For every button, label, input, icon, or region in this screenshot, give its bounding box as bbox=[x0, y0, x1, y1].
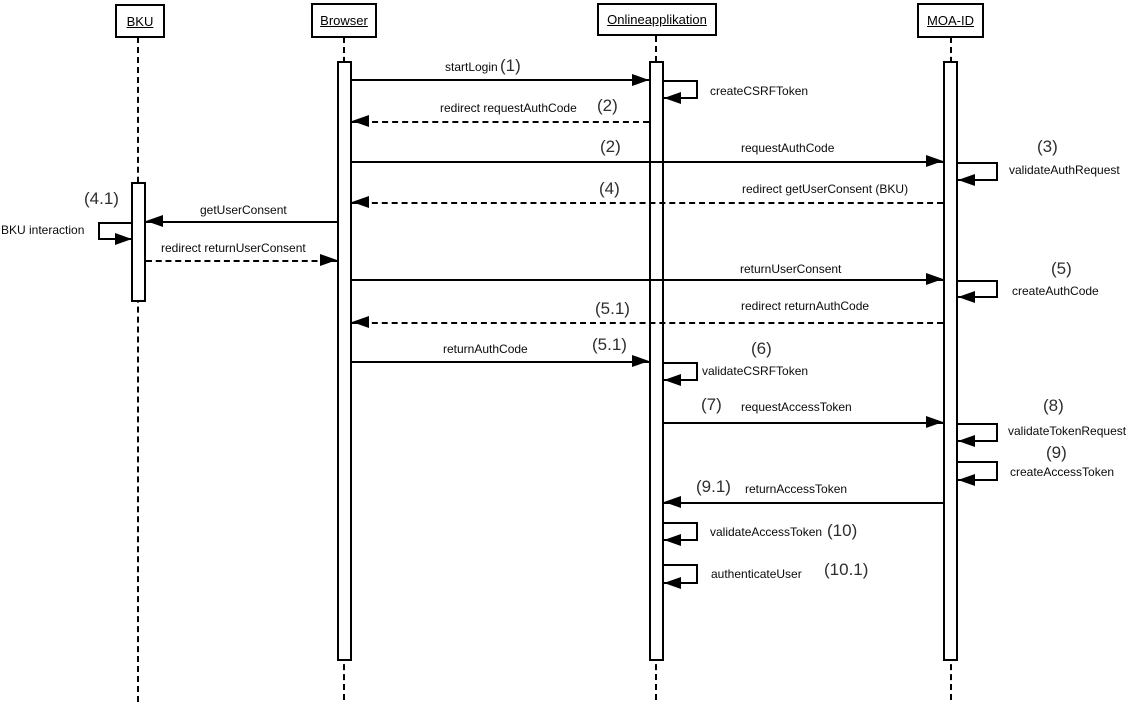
message-label-createauthcode: createAuthCode bbox=[1012, 284, 1099, 298]
arrowhead-returnuserconsent bbox=[926, 273, 943, 285]
step-number-bku-interaction: (4.1) bbox=[84, 189, 119, 208]
lifeline-bku bbox=[137, 37, 139, 702]
message-label-startlogin: startLogin bbox=[445, 60, 498, 74]
message-label-redirect-returnuserconsent: redirect returnUserConsent bbox=[161, 241, 306, 255]
activation-browser bbox=[337, 61, 352, 661]
message-line-requestauthcode bbox=[352, 161, 943, 163]
step-number-validatetokenrequest: (8) bbox=[1043, 396, 1064, 415]
actor-label-moa-id: MOA-ID bbox=[927, 13, 974, 28]
step-number-validateauthrequest: (3) bbox=[1037, 137, 1058, 156]
step-number-validateaccesstoken: (10) bbox=[827, 521, 858, 540]
activation-bku bbox=[131, 182, 146, 302]
arrowhead-startlogin bbox=[632, 74, 649, 86]
message-label-returnuserconsent: returnUserConsent bbox=[740, 262, 842, 276]
step-number-requestauthcode: (2) bbox=[600, 137, 621, 156]
arrowhead-redirect-getuserconsent bbox=[352, 196, 369, 208]
message-label-returnauthcode: returnAuthCode bbox=[443, 342, 528, 356]
message-label-requestauthcode: requestAuthCode bbox=[741, 141, 835, 155]
arrowhead-returnaccesstoken bbox=[664, 496, 681, 508]
arrowhead-returnauthcode bbox=[632, 355, 649, 367]
step-number-redirect-returnauthcode: (5.1) bbox=[595, 299, 630, 318]
arrowhead-getuserconsent bbox=[146, 215, 163, 227]
message-line-getuserconsent bbox=[146, 221, 337, 223]
message-label-createcsrftoken: createCSRFToken bbox=[710, 84, 809, 98]
arrowhead-redirect-returnuserconsent bbox=[320, 254, 337, 266]
message-line-startlogin bbox=[352, 79, 649, 81]
step-number-requestaccesstoken: (7) bbox=[701, 395, 722, 414]
step-number-redirect-getuserconsent: (4) bbox=[599, 179, 620, 198]
step-number-createaccesstoken: (9) bbox=[1046, 443, 1067, 462]
arrowhead-validatetokenrequest bbox=[958, 435, 975, 447]
step-number-returnauthcode: (5.1) bbox=[592, 335, 627, 354]
actor-label-bku: BKU bbox=[126, 13, 154, 29]
message-line-redirect-requestauthcode bbox=[352, 121, 649, 123]
arrowhead-requestauthcode bbox=[926, 155, 943, 167]
message-label-bku-interaction: BKU interaction bbox=[1, 223, 85, 237]
message-label-redirect-getuserconsent: redirect getUserConsent (BKU) bbox=[742, 182, 909, 196]
arrowhead-bku-interaction bbox=[115, 233, 132, 245]
message-label-validatecsrftoken: validateCSRFToken bbox=[702, 364, 809, 378]
arrowhead-redirect-returnauthcode bbox=[352, 316, 369, 328]
arrowhead-redirect-requestauthcode bbox=[352, 115, 369, 127]
message-line-returnaccesstoken bbox=[664, 502, 943, 504]
message-label-returnaccesstoken: returnAccessToken bbox=[745, 482, 848, 496]
message-label-authenticateuser: authenticateUser bbox=[711, 567, 802, 581]
message-label-getuserconsent: getUserConsent bbox=[200, 203, 287, 217]
actor-onlineapplikation bbox=[597, 3, 717, 36]
message-label-redirect-returnauthcode: redirect returnAuthCode bbox=[741, 299, 870, 313]
arrowhead-createcsrftoken bbox=[664, 92, 681, 104]
arrowhead-authenticateuser bbox=[664, 577, 681, 589]
arrowhead-validatecsrftoken bbox=[664, 374, 681, 386]
arrowhead-createauthcode bbox=[958, 291, 975, 303]
actor-label-browser: Browser bbox=[320, 13, 368, 28]
message-label-redirect-requestauthcode: redirect requestAuthCode bbox=[440, 101, 577, 115]
actor-moa-id bbox=[917, 3, 984, 38]
step-number-startlogin: (1) bbox=[500, 56, 521, 75]
message-label-validatetokenrequest: validateTokenRequest bbox=[1008, 424, 1127, 438]
message-line-redirect-getuserconsent bbox=[352, 202, 943, 204]
message-label-requestaccesstoken: requestAccessToken bbox=[741, 400, 852, 414]
step-number-authenticateuser: (10.1) bbox=[824, 560, 869, 579]
step-number-createauthcode: (5) bbox=[1051, 259, 1072, 278]
message-label-validateaccesstoken: validateAccessToken bbox=[710, 525, 823, 539]
step-number-redirect-requestauthcode: (2) bbox=[597, 96, 618, 115]
arrowhead-createaccesstoken bbox=[958, 474, 975, 486]
message-label-createaccesstoken: createAccessToken bbox=[1010, 465, 1115, 479]
arrowhead-requestaccesstoken bbox=[926, 416, 943, 428]
message-line-redirect-returnauthcode bbox=[352, 322, 943, 324]
step-number-validatecsrftoken: (6) bbox=[751, 339, 772, 358]
arrowhead-validateaccesstoken bbox=[664, 534, 681, 546]
step-number-returnaccesstoken: (9.1) bbox=[696, 477, 731, 496]
message-line-requestaccesstoken bbox=[664, 422, 943, 424]
activation-moa-id bbox=[943, 61, 958, 661]
message-line-redirect-returnuserconsent bbox=[146, 260, 337, 262]
actor-browser bbox=[311, 3, 377, 38]
activation-onlineapplikation bbox=[649, 61, 664, 661]
message-line-returnuserconsent bbox=[352, 279, 943, 281]
actor-label-onlineapplikation: Onlineapplikation bbox=[607, 12, 707, 27]
arrowhead-validateauthrequest bbox=[958, 174, 975, 186]
actor-bku bbox=[115, 4, 165, 38]
message-label-validateauthrequest: validateAuthRequest bbox=[1009, 163, 1120, 177]
message-line-returnauthcode bbox=[352, 361, 649, 363]
